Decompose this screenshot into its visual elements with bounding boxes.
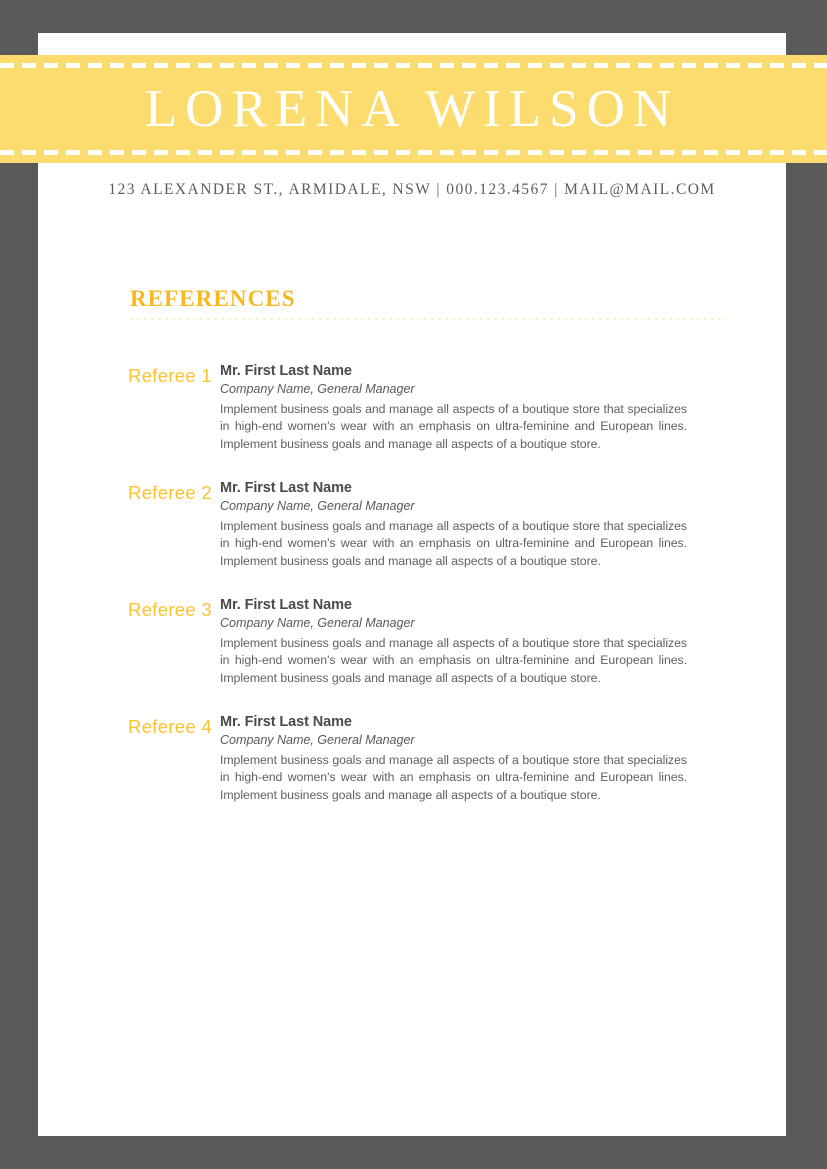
- referee-description: Implement business goals and manage all aspects of a boutique store that specializes in high-end women's wear with an emphasis on ultra-feminine and European lines. Implement business goals and manage all aspects of a boutique store.: [220, 401, 687, 451]
- contact-info-line: 123 ALEXANDER ST., ARMIDALE, NSW | 000.123.4567 | MAIL@MAIL.COM: [108, 181, 716, 198]
- section-title-references: REFERENCES: [130, 286, 296, 311]
- referee-entry: [0, 479, 748, 596]
- referee-label: Referee 2: [128, 482, 212, 503]
- referee-label: Referee 1: [128, 365, 212, 386]
- referee-details: [220, 479, 687, 570]
- name-banner: [0, 55, 827, 163]
- referee-name: Mr. First Last Name: [220, 363, 352, 379]
- referee-description: Implement business goals and manage all aspects of a boutique store that specializes in high-end women's wear with an emphasis on ultra-feminine and European lines. Implement business goals and manage all aspects of a boutique store.: [220, 752, 687, 802]
- referee-details: [220, 713, 687, 804]
- referee-entry: [0, 362, 748, 479]
- referee-name: Mr. First Last Name: [220, 597, 352, 613]
- referee-company-title: Company Name, General Manager: [220, 733, 415, 748]
- references-section-header: [130, 286, 726, 320]
- section-divider: [130, 318, 726, 320]
- referee-description: Implement business goals and manage all aspects of a boutique store that specializes in high-end women's wear with an emphasis on ultra-feminine and European lines. Implement business goals and manage all aspects of a boutique store.: [220, 518, 687, 568]
- referee-entry: [0, 596, 748, 713]
- referee-label: Referee 3: [128, 599, 212, 620]
- referee-entry: [0, 713, 748, 830]
- referee-label: Referee 4: [128, 716, 212, 737]
- referee-name: Mr. First Last Name: [220, 714, 352, 730]
- referee-details: [220, 596, 687, 687]
- candidate-name: LORENA WILSON: [144, 80, 680, 138]
- referee-company-title: Company Name, General Manager: [220, 616, 415, 631]
- referee-details: [220, 362, 687, 453]
- referee-description: Implement business goals and manage all aspects of a boutique store that specializes in high-end women's wear with an emphasis on ultra-feminine and European lines. Implement business goals and manage all aspects of a boutique store.: [220, 635, 687, 685]
- referee-name: Mr. First Last Name: [220, 480, 352, 496]
- referee-list: [0, 362, 748, 830]
- referee-company-title: Company Name, General Manager: [220, 382, 415, 397]
- referee-company-title: Company Name, General Manager: [220, 499, 415, 514]
